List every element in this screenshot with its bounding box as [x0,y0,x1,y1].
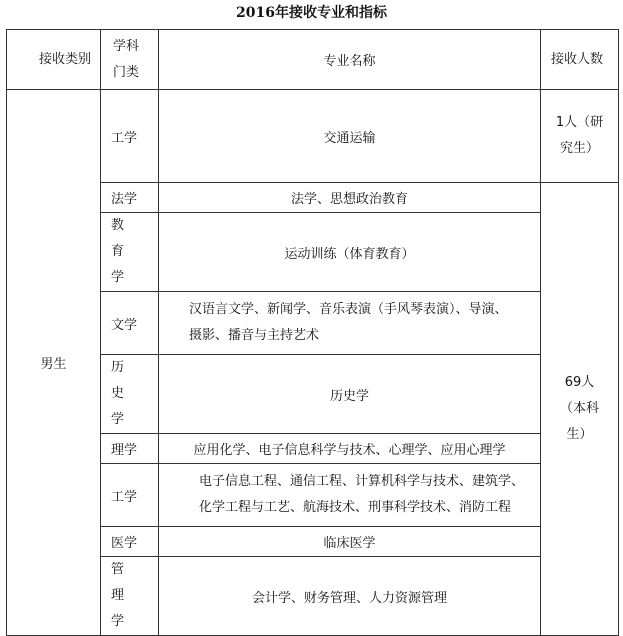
major-cell: 电子信息工程、通信工程、计算机科学与技术、建筑学、化学工程与工艺、航海技术、刑事科学技术、消防工程 [159,464,541,527]
major-cell: 历史学 [159,355,541,434]
discipline-cell: 教育学 [101,213,159,292]
discipline-cell: 历史学 [101,355,159,434]
header-major: 专业名称 [159,30,541,90]
header-row [7,30,619,90]
discipline-cell: 医学 [101,527,159,557]
discipline-cell: 工学 [101,90,159,183]
major-cell: 应用化学、电子信息科学与技术、心理学、应用心理学 [159,434,541,464]
discipline-cell: 工学 [101,464,159,527]
discipline-cell: 管理学 [101,557,159,636]
major-cell: 汉语言文学、新闻学、音乐表演（手风琴表演）、导演、摄影、播音与主持艺术 [159,292,541,355]
header-discipline: 学科门类 [101,30,159,90]
major-cell: 法学、思想政治教育 [159,183,541,213]
table-row [7,90,619,183]
major-cell: 交通运输 [159,90,541,183]
page-title: 2016年接收专业和指标 [236,5,387,21]
discipline-cell: 法学 [101,183,159,213]
major-cell: 临床医学 [159,527,541,557]
quota-table [6,29,619,636]
header-count: 接收人数 [541,30,619,90]
category-cell: 男生 [7,90,101,636]
count-cell-undergraduate: 69人（本科生） [541,183,619,636]
discipline-cell: 文学 [101,292,159,355]
count-cell-graduate: 1人（研究生） [541,90,619,183]
major-cell: 运动训练（体育教育） [159,213,541,292]
header-category: 接收类别 [7,30,101,90]
discipline-cell: 理学 [101,434,159,464]
major-cell: 会计学、财务管理、人力资源管理 [159,557,541,636]
